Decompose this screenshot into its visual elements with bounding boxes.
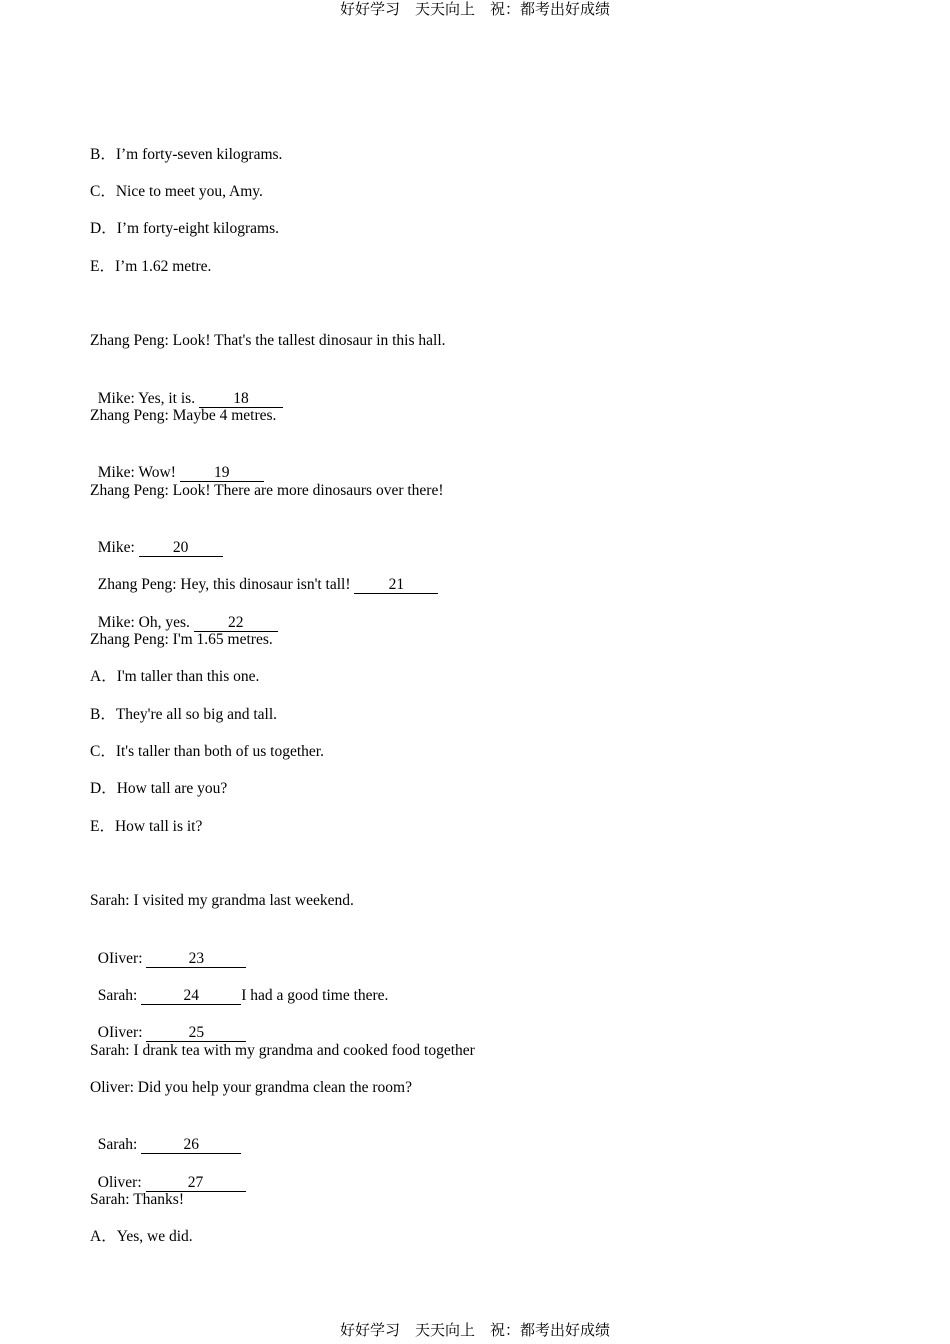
option-d: D．I’m forty-eight kilograms. [90, 220, 279, 237]
dialogue-line [90, 518, 223, 558]
blank-18: 18 [199, 390, 283, 408]
option-a: A．I'm taller than this one. [90, 668, 260, 685]
blank-27: 27 [146, 1174, 246, 1192]
blank-25: 25 [146, 1024, 246, 1042]
option-d: D．How tall are you? [90, 780, 228, 797]
dialogue-line: Sarah: I visited my grandma last weekend. [90, 892, 354, 909]
blank-24: 24 [141, 987, 241, 1005]
blank-23: 23 [146, 950, 246, 968]
dialogue-line: Zhang Peng: Maybe 4 metres. [90, 407, 277, 424]
option-b: B．They're all so big and tall. [90, 706, 278, 723]
dialogue-line: Zhang Peng: Look! That's the tallest dinosaur in this hall. [90, 332, 446, 349]
dialogue-line [90, 369, 283, 409]
dialogue-line: Sarah: I drank tea with my grandma and cooked food together [90, 1042, 475, 1059]
dialogue-text: I had a good time there. [241, 987, 389, 1004]
page-header: 好好学习 天天向上 祝：都考出好成绩 [339, 0, 610, 18]
option-a: A．Yes, we did. [90, 1228, 193, 1245]
option-b: B．I’m forty-seven kilograms. [90, 146, 283, 163]
blank-19: 19 [180, 464, 264, 482]
dialogue-text: Mike: Wow! [97, 464, 180, 481]
dialogue-text: Mike: Oh, yes. [97, 614, 194, 631]
option-e: E．How tall is it? [90, 818, 203, 835]
dialogue-text: Oliver: [97, 1174, 146, 1191]
dialogue-line [90, 1115, 241, 1155]
dialogue-line: Zhang Peng: I'm 1.65 metres. [90, 631, 273, 648]
dialogue-line [90, 929, 246, 969]
dialogue-text: Sarah: [97, 1136, 142, 1153]
dialogue-line: Zhang Peng: Look! There are more dinosaurs over there! [90, 482, 444, 499]
blank-26: 26 [141, 1136, 241, 1154]
dialogue-line: Oliver: Did you help your grandma clean the room? [90, 1079, 412, 1096]
dialogue-text: Zhang Peng: Hey, this dinosaur isn't tall! [97, 576, 355, 593]
blank-22: 22 [194, 614, 278, 632]
dialogue-line [90, 966, 388, 1006]
dialogue-line [90, 1003, 246, 1043]
blank-20: 20 [139, 539, 223, 557]
blank-21: 21 [354, 576, 438, 594]
dialogue-text: OIiver: [97, 1024, 147, 1041]
dialogue-line [90, 1153, 246, 1193]
dialogue-line: Sarah: Thanks! [90, 1191, 184, 1208]
dialogue-text: Mike: [97, 539, 139, 556]
dialogue-text: Mike: Yes, it is. [97, 390, 199, 407]
option-e: E．I’m 1.62 metre. [90, 258, 212, 275]
page-footer: 好好学习 天天向上 祝：都考出好成绩 [339, 1321, 610, 1339]
option-c: C．Nice to meet you, Amy. [90, 183, 263, 200]
dialogue-text: Sarah: [97, 987, 142, 1004]
dialogue-line [90, 443, 264, 483]
option-c: C．It's taller than both of us together. [90, 743, 324, 760]
dialogue-line [90, 593, 278, 633]
dialogue-text: OIiver: [97, 950, 147, 967]
dialogue-line [90, 555, 438, 595]
